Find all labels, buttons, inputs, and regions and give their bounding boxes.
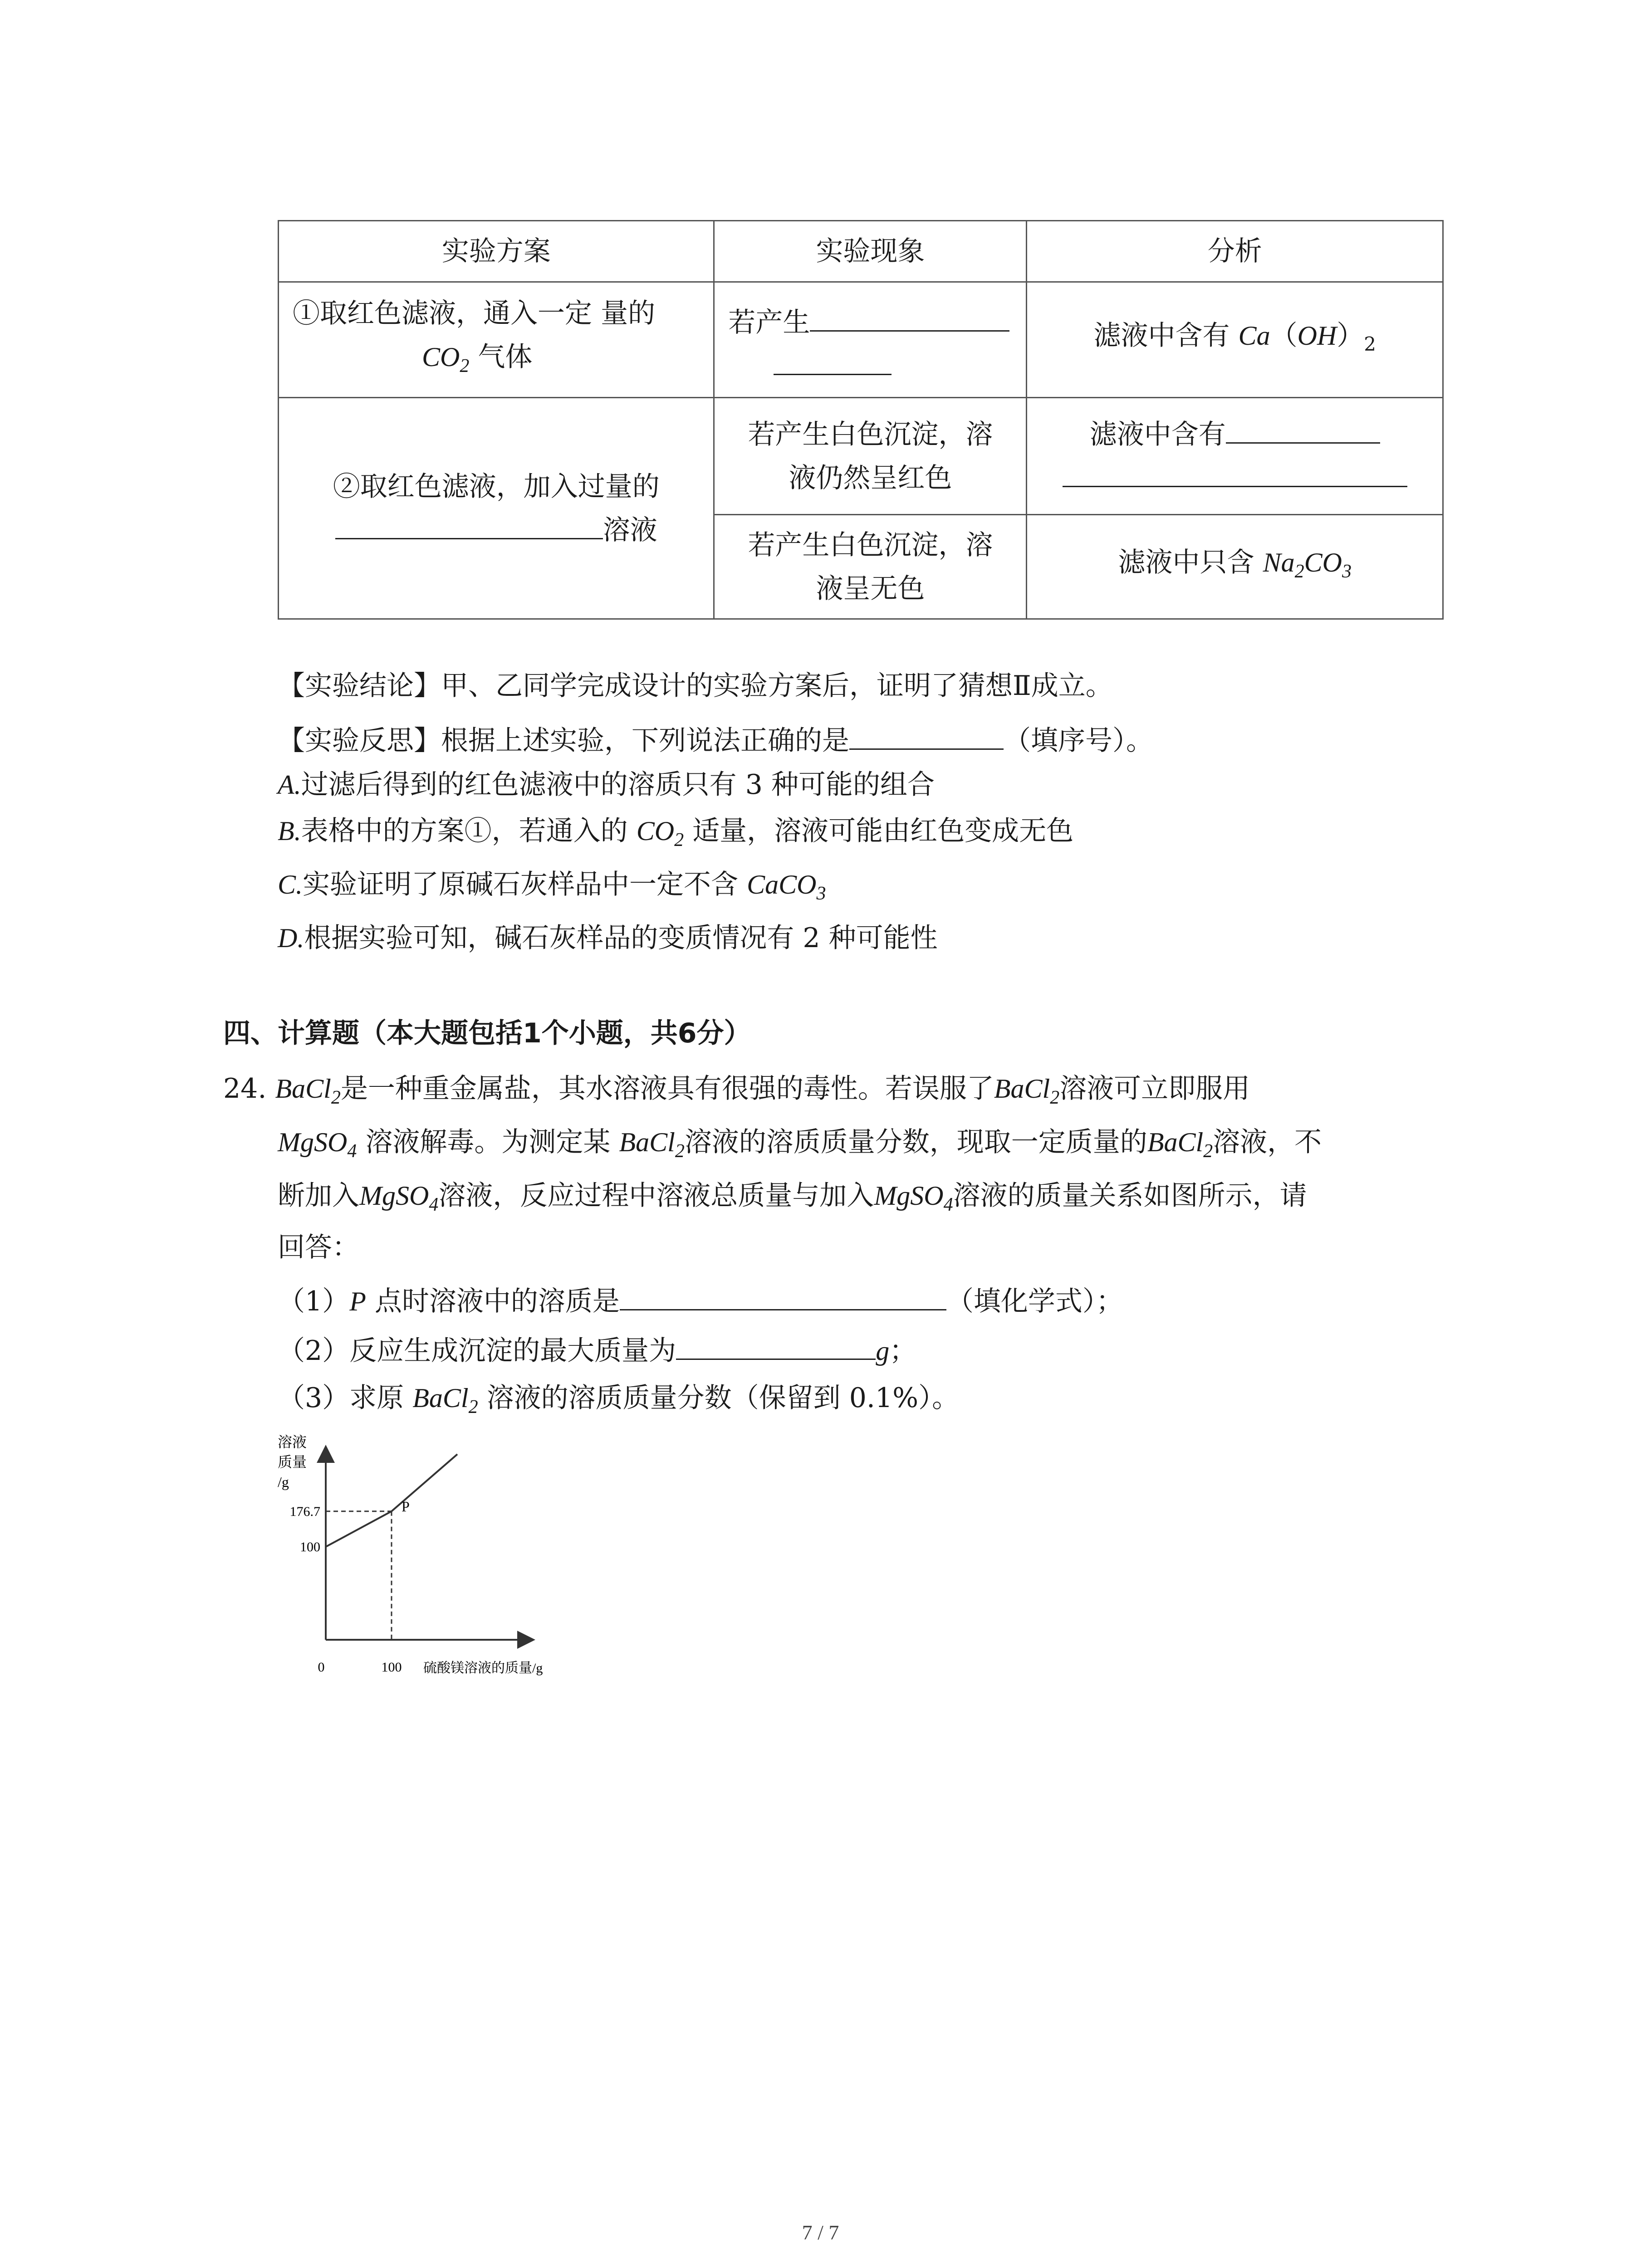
- sub-question-2: （2）反应生成沉淀的最大质量为 g；: [278, 1331, 916, 1369]
- row2-plan-line2: 溶液: [293, 508, 700, 552]
- row1-phenomenon: 若产生: [714, 282, 1027, 398]
- row2-plan-line1: ②取红色滤液，加入过量的: [333, 470, 660, 503]
- option-b: B.表格中的方案①，若通入的 $CO_2$ 适量，溶液可能由红色变成无色: [278, 815, 1074, 850]
- answer-blank[interactable]: [774, 347, 892, 375]
- answer-blank[interactable]: [335, 511, 603, 539]
- experiment-conclusion: 【实验结论】甲、乙同学完成设计的实验方案后，证明了猜想Ⅱ成立。: [278, 670, 1113, 702]
- answer-blank[interactable]: [620, 1282, 946, 1310]
- row1-plan-line1: ①取红色滤液，通入一定 量的: [293, 298, 656, 329]
- header-phenomenon: 实验现象: [714, 221, 1027, 282]
- row2-phenomenon-a: 若产生白色沉淀，溶 液仍然呈红色: [714, 398, 1027, 515]
- header-analysis: 分析: [1027, 221, 1443, 282]
- table-row: [279, 282, 1443, 398]
- section-heading: 四、计算题（本大题包括1个小题，共6分）: [223, 1017, 751, 1049]
- experiment-reflection: 【实验反思】根据上述实验，下列说法正确的是 （填序号）。: [278, 721, 1153, 759]
- y-tick-label: 176.7: [289, 1504, 320, 1519]
- answer-blank[interactable]: [1226, 415, 1380, 444]
- table-header-row: [279, 221, 1443, 282]
- sub-question-3: （3）求原 BaCl$_2$ 溶液的溶质质量分数（保留到 0.1%）。: [278, 1382, 960, 1418]
- question-24-line1: 24. BaCl$_2$是一种重金属盐，其水溶液具有很强的毒性。若误服了BaCl$_2$溶液可立即服用: [223, 1073, 1250, 1108]
- option-d: D.根据实验可知，碱石灰样品的变质情况有 2 种可能性: [278, 922, 938, 954]
- option-c: C.实验证明了原碱石灰样品中一定不含 CaCO$_3$: [278, 869, 826, 904]
- y-axis-label-line: 质量: [278, 1454, 307, 1470]
- mass-chart: [272, 1429, 617, 1683]
- page-number: 7 / 7: [802, 2221, 839, 2244]
- row1-plan-line2: $CO_2$ 气体: [422, 341, 533, 376]
- table-row: [279, 398, 1443, 515]
- answer-blank[interactable]: [676, 1331, 876, 1360]
- origin-label: 0: [318, 1660, 325, 1675]
- x-axis-label: 硫酸镁溶液的质量/g: [423, 1661, 543, 1676]
- answer-blank[interactable]: [849, 721, 1004, 750]
- option-a: A.过滤后得到的红色滤液中的溶质只有 3 种可能的组合: [278, 769, 935, 801]
- point-label: P: [402, 1498, 410, 1515]
- experiment-table: [278, 220, 1444, 620]
- series-line: [326, 1454, 457, 1547]
- header-plan: 实验方案: [279, 221, 714, 282]
- x-tick-label: 100: [381, 1660, 402, 1675]
- row2-analysis-a: 滤液中含有: [1027, 398, 1443, 515]
- y-tick-label: 100: [300, 1540, 320, 1554]
- y-axis-label-line: 溶液: [278, 1434, 307, 1450]
- answer-blank[interactable]: [810, 303, 1009, 332]
- answer-blank[interactable]: [1063, 459, 1407, 487]
- question-24-line2: MgSO$_4$ 溶液解毒。为测定某 BaCl$_2$溶液的溶质质量分数，现取一定质量的BaCl$_2$溶液，不: [278, 1126, 1322, 1162]
- row2-plan: [279, 398, 714, 619]
- y-axis-label-line: /g: [278, 1474, 289, 1490]
- question-24-line4: 回答：: [278, 1232, 359, 1263]
- y-axis-label: [278, 1434, 307, 1490]
- sub-question-1: （1）P 点时溶液中的溶质是 （填化学式）；: [278, 1282, 1123, 1320]
- question-24-line3: 断加入MgSO$_4$溶液，反应过程中溶液总质量与加入MgSO$_4$溶液的质量关系如图所示，请: [278, 1180, 1307, 1215]
- row1-analysis: 滤液中含有 $Ca(OH)_2$: [1027, 282, 1443, 398]
- row2-analysis-b: 滤液中只含 $Na_2CO_3$: [1027, 515, 1443, 619]
- row2-phenomenon-b: 若产生白色沉淀，溶 液呈无色: [714, 515, 1027, 619]
- question-number: 24.: [223, 1073, 267, 1105]
- row1-plan: [279, 282, 714, 398]
